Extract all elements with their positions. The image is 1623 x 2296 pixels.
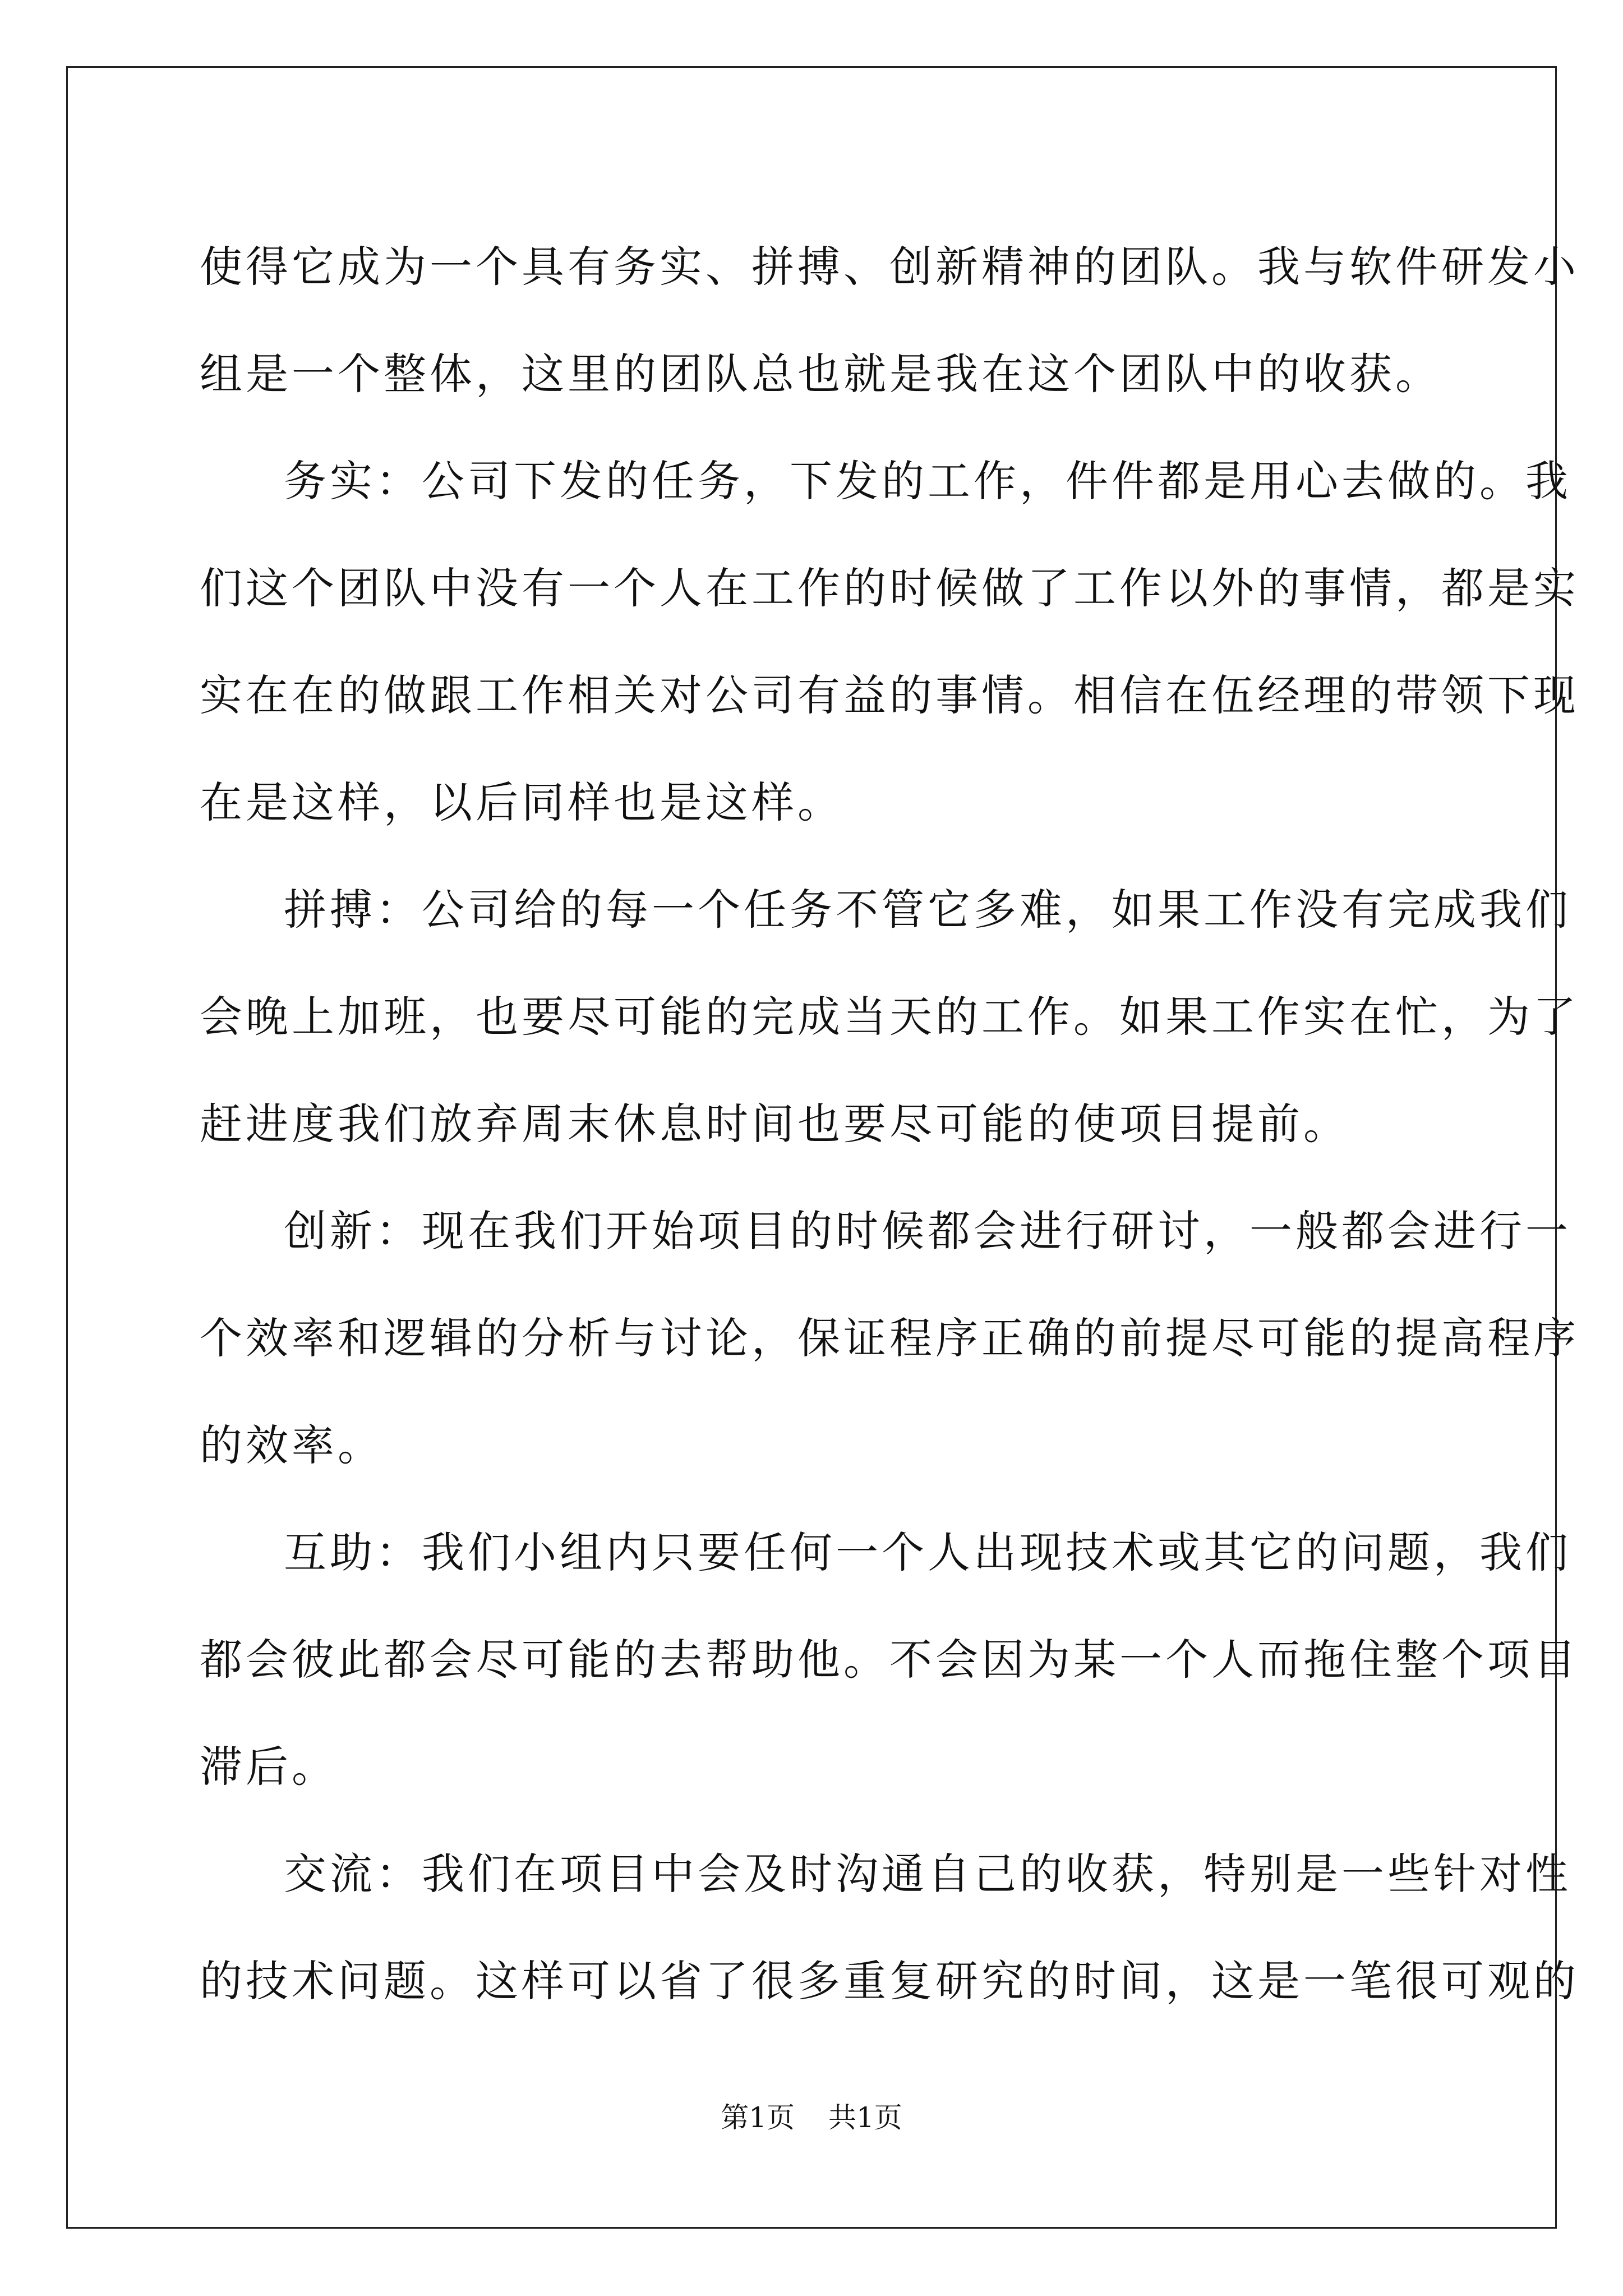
text-line: 组是一个整体，这里的团队总也就是我在这个团队中的收获。 xyxy=(200,349,1441,399)
text-line: 使得它成为一个具有务实、拼搏、创新精神的团队。我与软件研发小 xyxy=(200,242,1579,292)
paragraph-start-line: 交流：我们在项目中会及时沟通自己的收获，特别是一些针对性 xyxy=(284,1849,1571,1899)
text-line: 的效率。 xyxy=(200,1420,384,1470)
page-footer xyxy=(0,2101,1623,2134)
paragraph-start-line: 创新：现在我们开始项目的时候都会进行研讨，一般都会进行一 xyxy=(284,1206,1571,1256)
text-line: 个效率和逻辑的分析与讨论，保证程序正确的前提尽可能的提高程序 xyxy=(200,1313,1579,1363)
text-line: 滞后。 xyxy=(200,1742,338,1792)
document-body xyxy=(200,213,1579,2035)
text-line: 的技术问题。这样可以省了很多重复研究的时间，这是一笔很可观的 xyxy=(200,1956,1579,2006)
paragraph-start-line: 互助：我们小组内只要任何一个人出现技术或其它的问题，我们 xyxy=(284,1527,1571,1577)
page-number: 第1页 xyxy=(721,2101,795,2134)
page-total: 共1页 xyxy=(828,2101,902,2134)
text-line: 会晚上加班，也要尽可能的完成当天的工作。如果工作实在忙，为了 xyxy=(200,992,1579,1042)
text-line: 赶进度我们放弃周末休息时间也要尽可能的使项目提前。 xyxy=(200,1099,1349,1149)
text-line: 在是这样，以后同样也是这样。 xyxy=(200,777,843,827)
text-line: 都会彼此都会尽可能的去帮助他。不会因为某一个人而拖住整个项目 xyxy=(200,1635,1579,1685)
paragraph-start-line: 拼搏：公司给的每一个任务不管它多难，如果工作没有完成我们 xyxy=(284,885,1571,935)
text-line: 实在在的做跟工作相关对公司有益的事情。相信在伍经理的带领下现 xyxy=(200,670,1579,720)
paragraph-start-line: 务实：公司下发的任务，下发的工作，件件都是用心去做的。我 xyxy=(284,456,1571,506)
text-line: 们这个团队中没有一个人在工作的时候做了工作以外的事情，都是实 xyxy=(200,563,1579,613)
